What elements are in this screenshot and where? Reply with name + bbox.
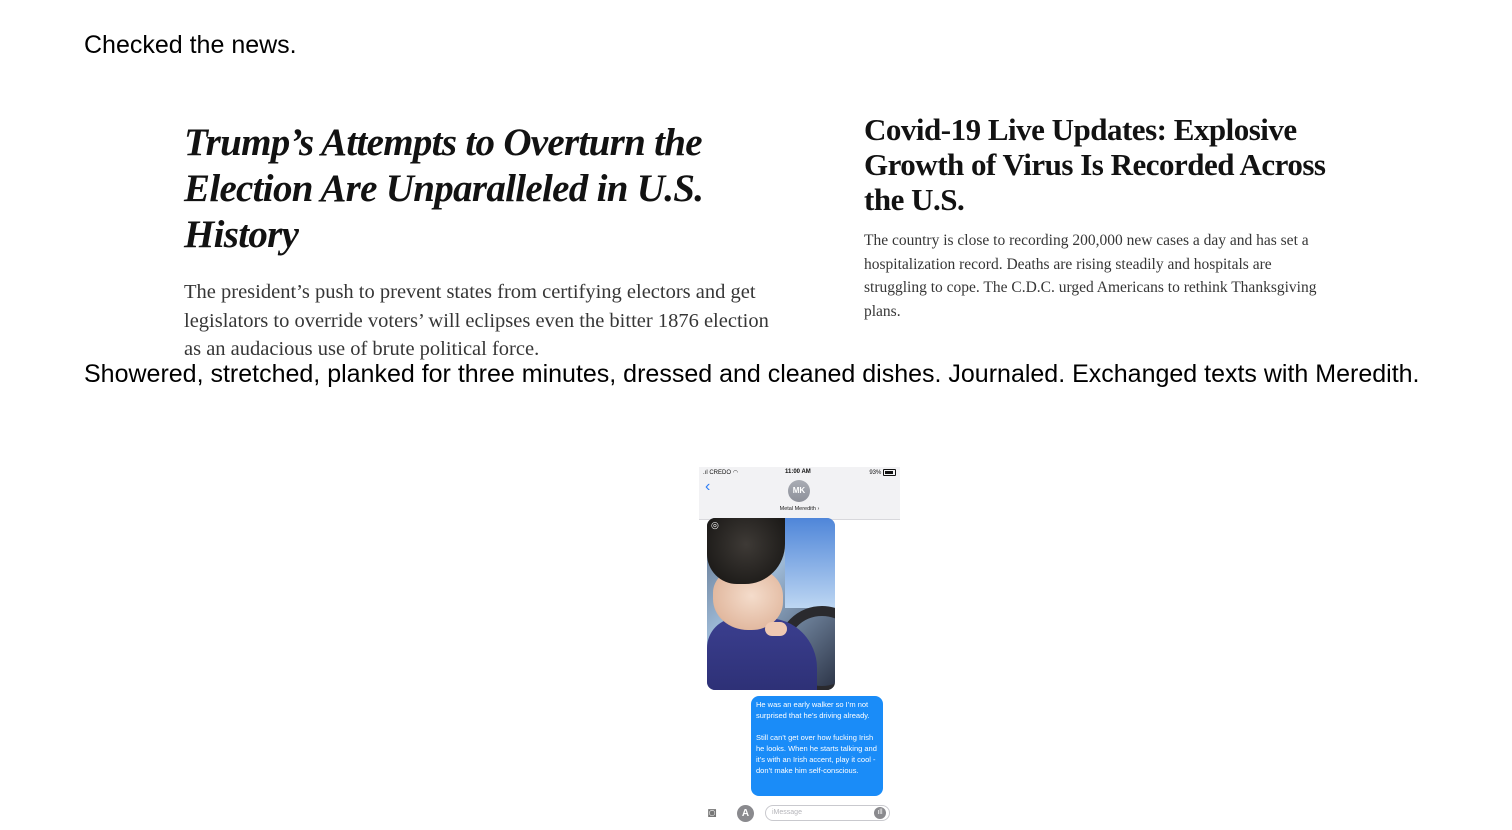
avatar[interactable]: MK xyxy=(788,480,810,502)
wifi-icon: ◠ xyxy=(732,470,738,476)
live-photo-icon: ◎ xyxy=(711,520,719,530)
news-story-election xyxy=(184,120,824,364)
imessage-placeholder: iMessage xyxy=(772,809,802,816)
app-store-icon[interactable]: A xyxy=(737,805,754,822)
chevron-left-icon[interactable]: ‹ xyxy=(705,478,711,495)
audio-waveform-icon[interactable]: ıll xyxy=(874,807,886,819)
battery-percent: 93% xyxy=(869,470,882,477)
status-time: 11:00 AM xyxy=(785,469,811,475)
camera-icon[interactable]: ◙ xyxy=(708,804,717,820)
signal-icon: .ıl xyxy=(703,470,708,476)
headline-covid: Covid-19 Live Updates: Explosive Growth of Virus Is Recorded Across the U.S. xyxy=(864,112,1326,217)
photo-message[interactable] xyxy=(707,518,835,690)
battery-icon xyxy=(883,469,896,476)
paragraph-morning: Showered, stretched, planked for three minutes, dressed and cleaned dishes. Journaled. Exchanged texts with Meredith. xyxy=(84,360,1420,388)
contact-name[interactable]: Metal Meredith › xyxy=(779,506,820,512)
summary-election: The president’s push to prevent states from certifying electors and get legislators to override voters’ will eclipses even the bitter 1876 election as an audacious use of brute political force. xyxy=(184,281,769,360)
photo-sky xyxy=(785,518,835,608)
news-story-covid xyxy=(864,112,1344,323)
message-composer xyxy=(699,802,900,827)
conversation-header xyxy=(699,467,900,520)
contact-name-label: Metal Meredith xyxy=(779,506,816,512)
battery-status xyxy=(869,469,896,476)
sent-message-bubble[interactable] xyxy=(751,696,883,796)
paragraph-news: Checked the news. xyxy=(84,31,297,59)
summary-covid: The country is close to recording 200,000 new cases a day and has set a hospitalization record. Deaths are rising steadily and hospitals are struggling to cope. The C.D.C. urged Americans to rethink Thanksgiving plans. xyxy=(864,232,1317,320)
carrier-label: CREDO xyxy=(709,470,732,476)
carrier-status xyxy=(703,469,738,476)
message-text-2: Still can’t get over how fucking Irish he looks. When he starts talking and it’s with an Irish accent, play it cool - don’t make him self-conscious. xyxy=(756,732,877,775)
imessage-input[interactable] xyxy=(765,805,890,821)
headline-election: Trump’s Attempts to Overturn the Election Are Unparalleled in U.S. History xyxy=(184,121,704,256)
message-text-1: He was an early walker so I’m not surprised that he’s driving already. xyxy=(756,700,870,720)
photo-child-hand xyxy=(765,622,787,636)
imessage-screenshot xyxy=(699,467,900,827)
